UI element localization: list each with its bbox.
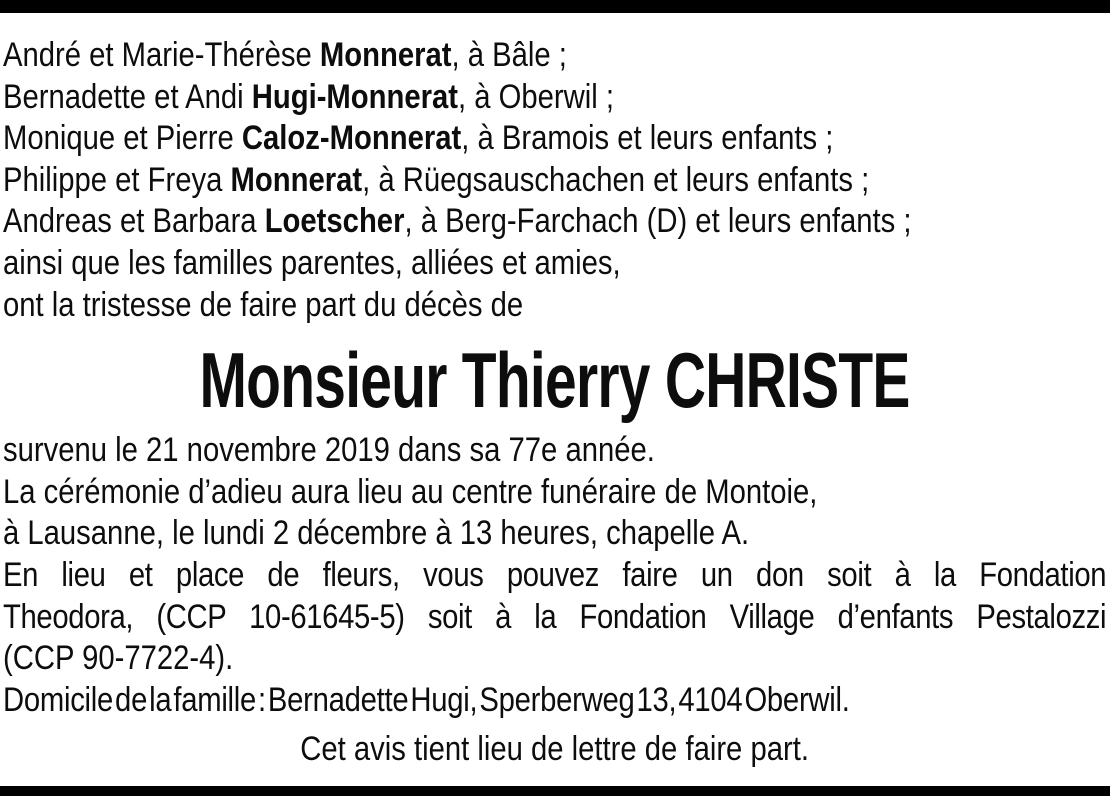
family-line-text: ont la tristesse de faire part du décès de [3,285,524,324]
donation-text: Theodora, (CCP 10-61645-5) soit à la Fondation Village d’enfants Pestalozzi [3,597,1107,636]
family-line-text: ainsi que les familles parentes, alliées et amies, [3,243,621,282]
death-date-line: survenu le 21 novembre 2019 dans sa 77e année. [3,431,655,470]
ceremony-line: La cérémonie d’adieu aura lieu au centre funéraire de Montoie, [3,472,818,511]
family-name: Monnerat [319,36,452,74]
family-name: Hugi-Monnerat [251,77,459,116]
family-line [3,77,1106,119]
closing-text: Cet avis tient lieu de lettre de faire part. [300,730,809,769]
family-line-suffix: , à Bramois et leurs enfants ; [461,119,834,158]
family-line-prefix: Monique et Pierre [3,119,242,158]
family-name: Caloz-Monnerat [241,119,462,158]
deceased-name-row [3,330,1106,430]
donation-line [3,638,1106,680]
family-line [3,243,1106,285]
family-line-suffix: , à Oberwil ; [458,77,615,116]
notice-content [3,13,1106,771]
top-border-bar [0,0,1110,13]
ceremony-details-line: à Lausanne, le lundi 2 décembre à 13 heures, chapelle A. [3,514,750,553]
family-line [3,118,1106,160]
family-line [3,285,1106,327]
residence-text: Domicile de la famille : Bernadette Hugi, Sperberweg 13, 4104 Oberwil. [3,680,850,719]
residence-line [3,680,1106,722]
family-name: Monnerat [230,160,363,199]
donation-ccp-line: (CCP 90-7722-4). [3,639,234,678]
family-line-prefix: Bernadette et Andi [3,77,252,116]
bottom-border-bar [0,786,1110,796]
family-line [3,35,1106,77]
deceased-name-title: Monsieur Thierry CHRISTE [199,336,910,425]
closing-line [3,729,1106,771]
donation-line [3,597,1106,639]
family-line-prefix: Philippe et Freya [3,160,231,199]
body-line [3,430,1106,472]
family-line-prefix: André et Marie-Thérèse [3,36,320,74]
family-line-suffix: , à Berg-Farchach (D) et leurs enfants ; [404,202,912,241]
family-line-suffix: , à Rüegsauschachen et leurs enfants ; [362,160,870,199]
family-line-prefix: Andreas et Barbara [3,202,265,241]
donation-line [3,555,1106,597]
family-line-suffix: , à Bâle ; [451,36,567,74]
body-line [3,472,1106,514]
body-line [3,513,1106,555]
family-name: Loetscher [264,202,405,241]
donation-text: En lieu et place de fleurs, vous pouvez faire un don soit à la Fondation [3,555,1107,594]
family-line [3,201,1106,243]
family-line [3,160,1106,202]
